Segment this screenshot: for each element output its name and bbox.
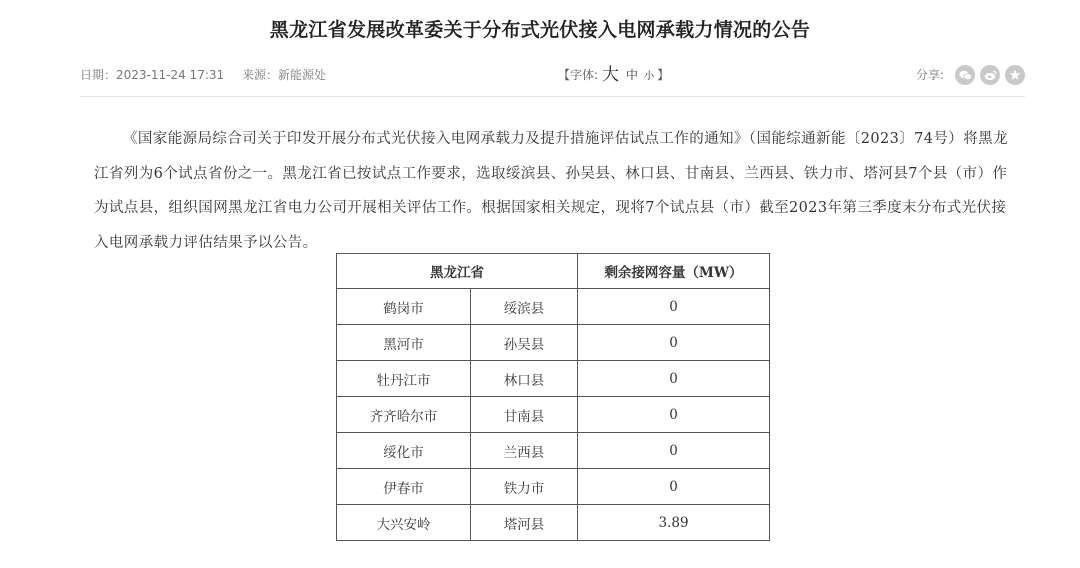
city-cell: 伊春市 [337,469,471,505]
capacity-cell: 3.89 [578,505,770,541]
article-title: 黑龙江省发展改革委关于分布式光伏接入电网承载力情况的公告 [269,19,811,41]
capacity-cell: 0 [578,325,770,361]
table-row [337,433,770,469]
city-cell: 黑河市 [337,325,471,361]
publish-date: 日期：2023-11-24 17:31 [80,68,225,82]
capacity-table [336,253,770,541]
article-paragraph: 《国家能源局综合司关于印发开展分布式光伏接入电网承载力及提升措施评估试点工作的通知》（国能综通新能〔2023〕74号）将黑龙江省列为6个试点省份之一。黑龙江省已按试点工作要求，选取绥滨县、孙吴县、林口县、甘南县、兰西县、铁力市、塔河县7个县（市）作为试点县，组织国网黑龙江省电力公司开展相关评估工作。根据国家相关规定，现将7个试点县（市）截至2023年第三季度末分布式光伏接入电网承载力评估结果予以公告。 [94,131,1008,251]
table-row [337,325,770,361]
county-cell: 铁力市 [471,469,578,505]
table-row [337,397,770,433]
city-cell: 绥化市 [337,433,471,469]
table-header-region: 黑龙江省 [337,254,578,289]
weibo-icon[interactable] [980,65,1000,85]
meta-divider [80,96,1025,97]
city-cell: 齐齐哈尔市 [337,397,471,433]
city-cell: 牡丹江市 [337,361,471,397]
share-label: 分享: [915,68,944,82]
capacity-cell: 0 [578,361,770,397]
table-row [337,289,770,325]
county-cell: 林口县 [471,361,578,397]
capacity-cell: 0 [578,433,770,469]
city-cell: 大兴安岭 [337,505,471,541]
table-row [337,469,770,505]
county-cell: 塔河县 [471,505,578,541]
font-size-medium-button[interactable]: 中 [626,68,639,82]
capacity-cell: 0 [578,289,770,325]
star-icon[interactable] [1005,65,1025,85]
article-meta [80,64,1025,86]
article-source: 来源：新能源处 [242,68,327,82]
table-header-capacity: 剩余接网容量（MW） [578,254,770,289]
city-cell: 鹤岗市 [337,289,471,325]
table-row [337,361,770,397]
font-size-label: 【字体: [558,68,599,82]
font-size-large-button[interactable]: 大 [602,65,620,85]
county-cell: 甘南县 [471,397,578,433]
wechat-icon[interactable] [955,65,975,85]
font-size-switcher [558,64,669,88]
county-cell: 绥滨县 [471,289,578,325]
table-body [337,289,770,541]
county-cell: 兰西县 [471,433,578,469]
table-header-row [337,254,770,289]
font-size-small-button[interactable]: 小 [644,71,655,82]
font-size-close-bracket: 】 [657,68,670,82]
share-bar [916,64,1025,86]
capacity-cell: 0 [578,397,770,433]
capacity-cell: 0 [578,469,770,505]
table-row [337,505,770,541]
county-cell: 孙吴县 [471,325,578,361]
